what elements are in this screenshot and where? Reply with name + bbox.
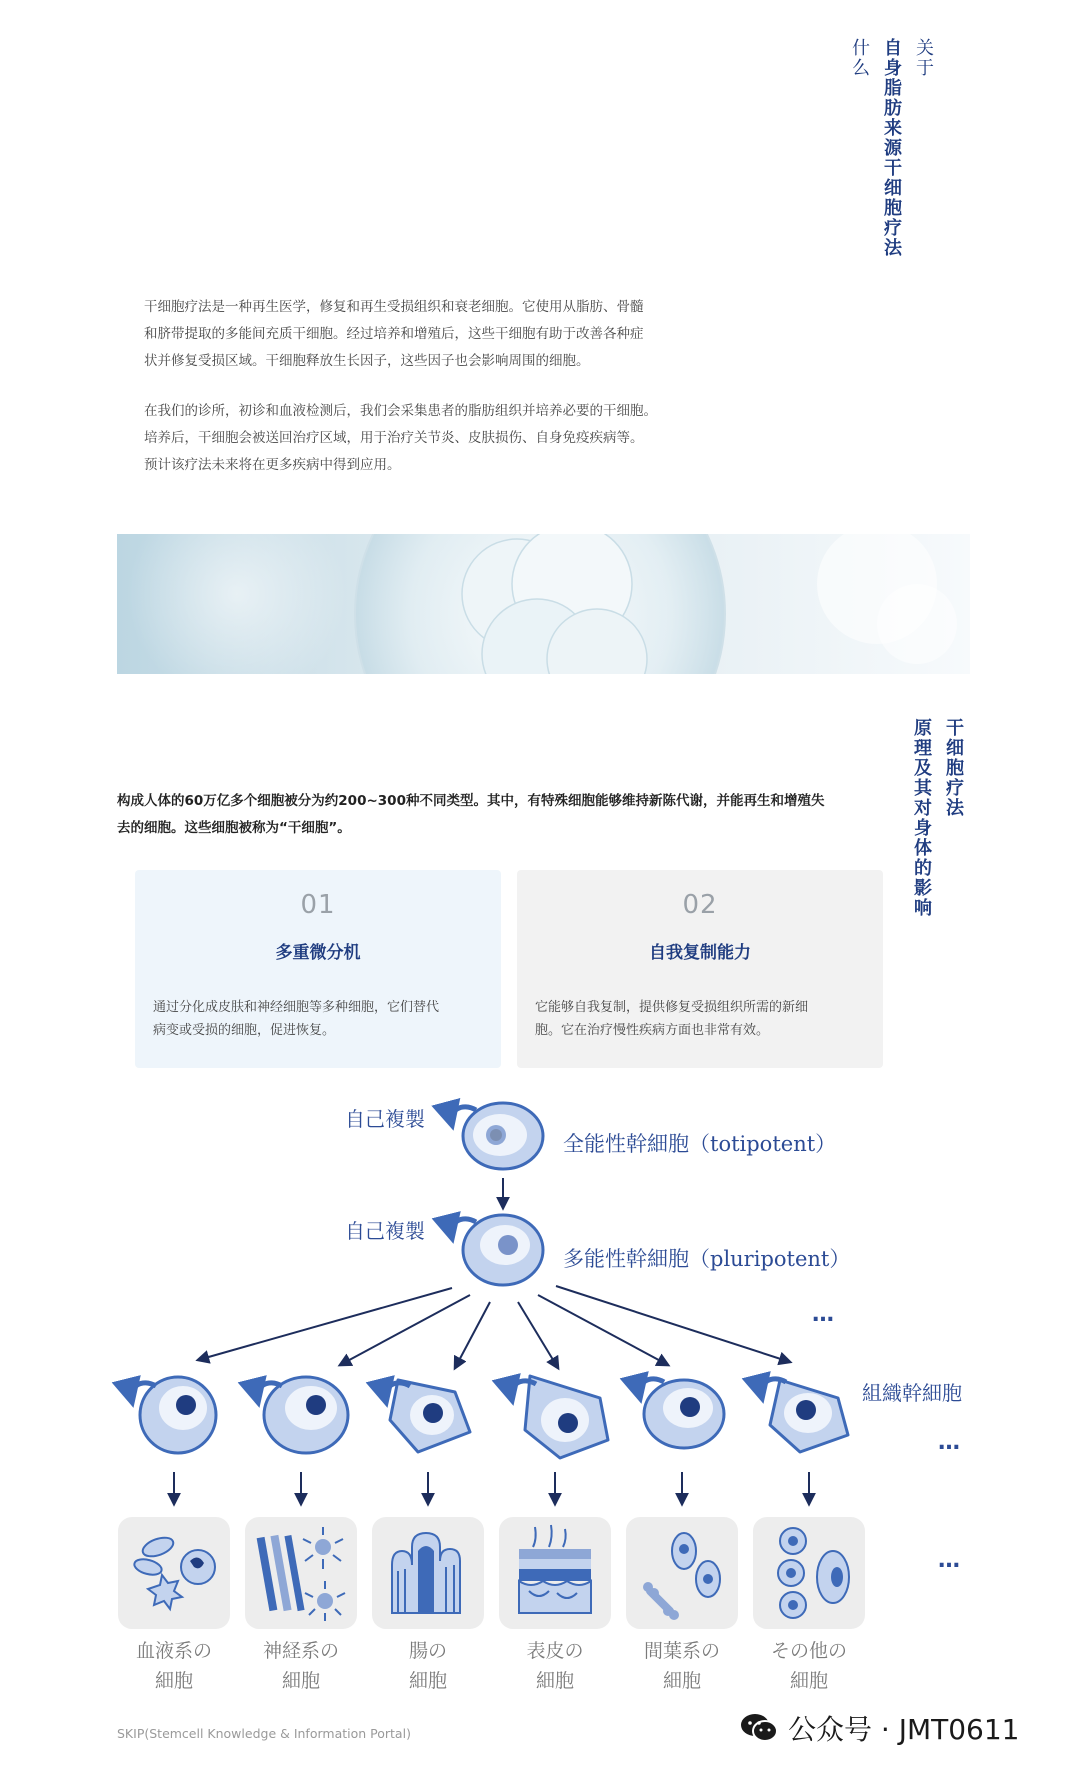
tissue-cell-neural (257, 1377, 348, 1453)
epidermal-cells-tile (499, 1517, 611, 1629)
label-line: 細胞 (535, 1670, 574, 1692)
source-credit: SKIP(Stemcell Knowledge & Information Portal) (117, 1726, 411, 1741)
label-line: 細胞 (281, 1670, 320, 1692)
tissue-cell-intestinal (385, 1380, 470, 1452)
mesenchymal-cells-tile (626, 1517, 738, 1629)
mesenchymal-cells-label (617, 1636, 747, 1696)
bone-and-cells-icon (626, 1517, 738, 1629)
title-about: 关于 (913, 38, 934, 78)
blood-cells-label (109, 1636, 239, 1696)
intro-line: 培养后，干细胞会被送回治疗区域，用于治疗关节炎、皮肤损伤、自身免疫疾病等。 (144, 430, 644, 446)
pluripotent-label: 多能性幹細胞（pluripotent） (563, 1247, 851, 1271)
card-text-line: 胞。它在治疗慢性疾病方面也非常有效。 (535, 1023, 770, 1038)
pluripotent-cell (451, 1215, 543, 1285)
label-line: その他の (770, 1640, 847, 1662)
blood-cells-tile (118, 1517, 230, 1629)
card-title: 多重微分机 (275, 943, 361, 963)
intestinal-cells-tile (372, 1517, 484, 1629)
section2-lead (117, 788, 877, 842)
ellipsis: … (812, 1302, 836, 1327)
title-what: 什么 (849, 38, 870, 78)
card-self-renewal (517, 870, 883, 1068)
self-renewal-label: 自己複製 (345, 1107, 425, 1131)
title-therapy: 自身脂肪来源干细胞疗法 (881, 38, 902, 258)
lead-line: 构成人体的60万亿多个细胞被分为约200~300种不同类型。其中，有特殊细胞能够维持新陈代谢，并能再生和增殖失 (117, 793, 825, 809)
wechat-watermark (740, 1708, 1019, 1748)
label-line: 神経系の (262, 1640, 339, 1662)
tissue-stem-cell-label: 組織幹細胞 (862, 1381, 962, 1405)
intestinal-cells-label (363, 1636, 493, 1696)
wechat-account: 公众号 · JMT0611 (788, 1713, 1020, 1746)
intro-line: 在我们的诊所，初诊和血液检测后，我们会采集患者的脂肪组织并培养必要的干细胞。 (144, 403, 657, 419)
label-line: 間葉系の (643, 1640, 720, 1662)
ellipsis: … (938, 1430, 962, 1455)
label-line: 細胞 (408, 1670, 447, 1692)
other-cells-icon (753, 1517, 865, 1629)
card-text-line: 它能够自我复制，提供修复受损组织所需的新细 (535, 1000, 809, 1015)
blood-cells-icon (118, 1517, 230, 1629)
epidermal-cells-label (490, 1636, 620, 1696)
stem-cell-diagram (0, 1080, 1080, 1520)
intro-line: 和脐带提取的多能间充质干细胞。经过培养和增殖后，这些干细胞有助于改善各种症 (144, 326, 644, 342)
tissue-cell-other (761, 1379, 848, 1452)
totipotent-label: 全能性幹細胞（totipotent） (563, 1132, 837, 1156)
skin-layers-icon (499, 1517, 611, 1629)
card-text-line: 病变或受损的细胞，促进恢复。 (153, 1023, 336, 1038)
lead-line: 去的细胞。这些细胞被称为“干细胞”。 (117, 820, 351, 836)
intro-line: 状并修复受损区域。干细胞释放生长因子，这些因子也会影响周围的细胞。 (144, 353, 590, 369)
other-cells-tile (753, 1517, 865, 1629)
intro-line: 预计该疗法未来将在更多疾病中得到应用。 (144, 457, 401, 473)
card-number: 01 (300, 890, 336, 920)
label-line: 細胞 (789, 1670, 828, 1692)
cell-banner-image (117, 534, 970, 674)
neural-cells-label (236, 1636, 366, 1696)
intestine-villi-icon (372, 1517, 484, 1629)
section2-subtitle: 原理及其对身体的影响 (911, 718, 932, 918)
tissue-cell-epidermal (511, 1376, 608, 1458)
neural-cells-tile (245, 1517, 357, 1629)
intro-paragraph-2 (144, 398, 704, 479)
neural-cells-icon (245, 1517, 357, 1629)
card-number: 02 (682, 890, 718, 920)
intro-line: 干细胞疗法是一种再生医学，修复和再生受损组织和衰老细胞。它使用从脂肪、骨髓 (144, 299, 644, 315)
card-title: 自我复制能力 (649, 943, 751, 963)
tissue-cell-blood (131, 1377, 216, 1453)
other-cells-label (744, 1636, 874, 1696)
card-multipotent (135, 870, 501, 1068)
totipotent-cell (451, 1103, 543, 1169)
wechat-icon (740, 1712, 778, 1744)
self-renewal-label: 自己複製 (345, 1219, 425, 1243)
label-line: 細胞 (662, 1670, 701, 1692)
label-line: 細胞 (154, 1670, 193, 1692)
label-line: 血液系の (135, 1640, 212, 1662)
card-text (153, 996, 473, 1042)
tissue-cell-mesenchymal (639, 1379, 724, 1448)
section2-title: 干细胞疗法 (943, 718, 964, 818)
ellipsis: … (938, 1548, 962, 1573)
intro-paragraph-1 (144, 294, 704, 375)
card-text (535, 996, 855, 1042)
label-line: 表皮の (526, 1640, 584, 1662)
label-line: 腸の (408, 1640, 447, 1662)
card-text-line: 通过分化成皮肤和神经细胞等多种细胞，它们替代 (153, 1000, 440, 1015)
